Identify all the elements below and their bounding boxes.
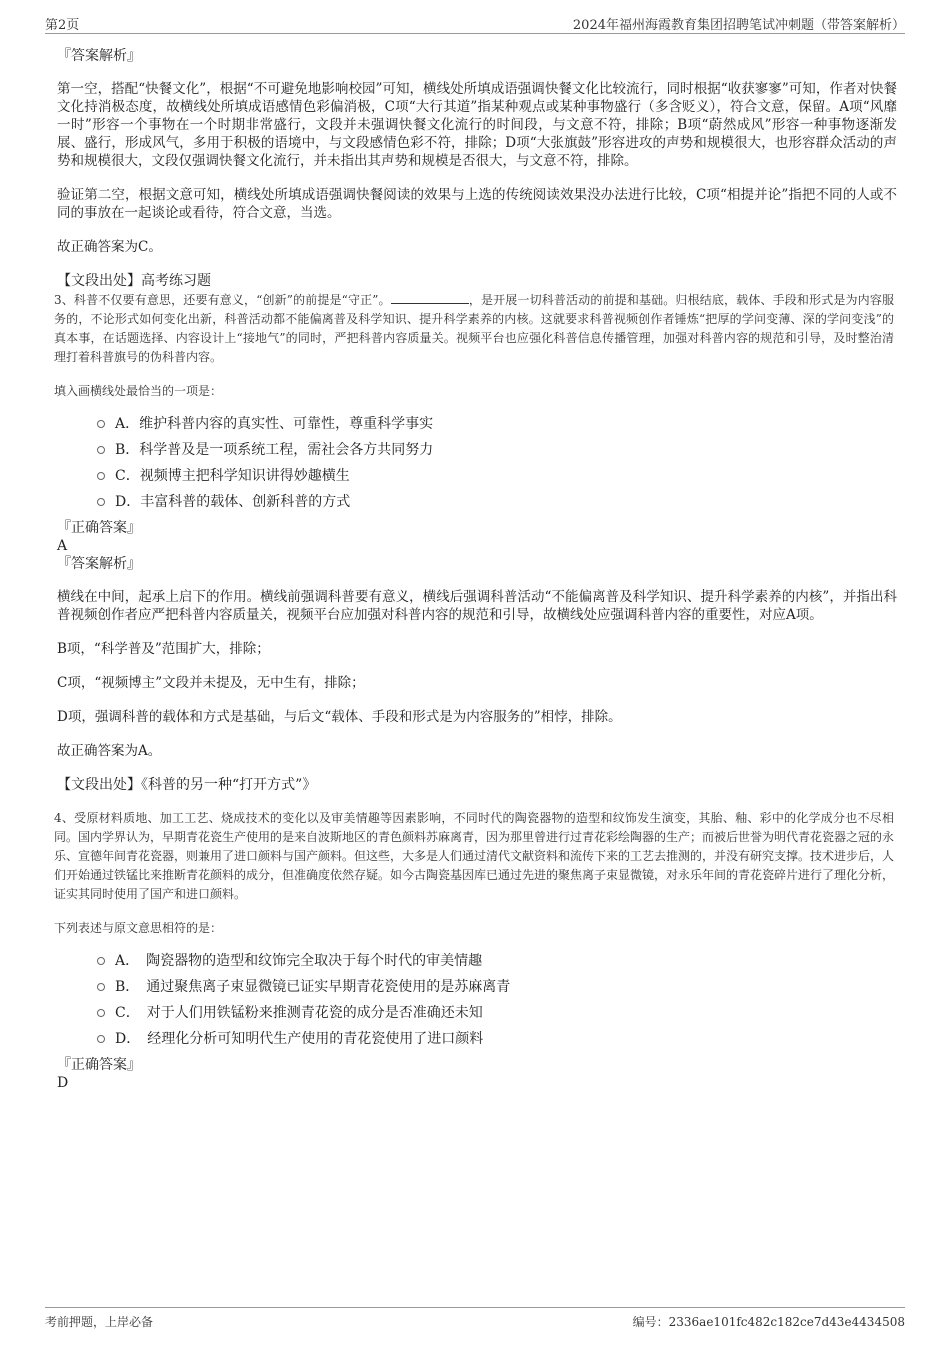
q4-prompt: 下列表述与原文意思相符的是： — [54, 921, 223, 935]
footer-slogan: 考前押题，上岸必备 — [45, 1315, 154, 1329]
q4-answer-label: 『正确答案』 — [57, 1057, 141, 1073]
q4-option-d-label: D． 经理化分析可知明代生产使用的青花瓷使用了进口颜料 — [115, 1031, 484, 1047]
q3-option-a[interactable] — [57, 411, 897, 437]
q3-analysis-label: 『答案解析』 — [57, 556, 141, 572]
q4-option-a-label: A． 陶瓷器物的造型和纹饰完全取决于每个时代的审美情趣 — [115, 953, 483, 969]
q3-analysis-paragraph-4: D项，强调科普的载体和方式是基础，与后文“载体、手段和形式是为内容服务的”相悖，排除。 — [57, 709, 622, 725]
q4-options — [57, 948, 897, 1052]
q4-option-b-label: B． 通过聚焦离子束显微镜已证实早期青花瓷使用的是苏麻离青 — [115, 979, 511, 995]
page-number: 第2页 — [45, 18, 80, 33]
radio-icon[interactable] — [97, 983, 105, 991]
document-title: 2024年福州海霞教育集团招聘笔试冲刺题（带答案解析） — [572, 18, 905, 33]
q3-options — [57, 411, 897, 515]
q4-option-d[interactable] — [57, 1026, 897, 1052]
footer-serial: 编号：2336ae101fc482c182ce7d43e4434508 — [632, 1315, 905, 1329]
radio-icon[interactable] — [97, 1035, 105, 1043]
q3-analysis-paragraph-3: C项，“视频博主”文段并未提及，无中生有，排除； — [57, 675, 365, 691]
radio-icon[interactable] — [97, 957, 105, 965]
q3-option-d[interactable] — [57, 489, 897, 515]
q3-blank — [391, 291, 469, 304]
q4-stem: 4、受原材料质地、加工工艺、烧成技术的变化以及审美情趣等因素影响，不同时代的陶瓷器物的造型和纹饰发生演变，其胎、釉、彩中的化学成分也不尽相同。国内学界认为，早期青花瓷生产使用的是来自波斯地区的青色颜料苏麻离青，因为那里曾进行过青花彩绘陶器的生产；而被后世誉为明代青花瓷器之冠的永乐、宣德年间青花瓷器，则兼用了进口颜料与国产颜料。但这些，大多是人们通过清代文献资料和流传下来的工艺去推测的，并没有研究支撑。技术进步后，人们开始通过铁锰比来推断青花颜料的成分，但准确度依然存疑。如今古陶瓷基因库已通过先进的聚焦离子束显微镜，对永乐年间的青花瓷碎片进行了理化分析，证实其同时使用了国产和进口颜料。 — [54, 811, 895, 901]
q3-source: 【文段出处】《科普的另一种“打开方式”》 — [57, 777, 317, 793]
page-header — [45, 13, 905, 34]
radio-icon[interactable] — [97, 498, 105, 506]
q3-answer: A — [57, 538, 68, 554]
q3-option-c[interactable] — [57, 463, 897, 489]
q4-option-b[interactable] — [57, 974, 897, 1000]
q4-option-a[interactable] — [57, 948, 897, 974]
radio-icon[interactable] — [97, 472, 105, 480]
q3-answer-label: 『正确答案』 — [57, 520, 141, 536]
q2-analysis-label: 『答案解析』 — [57, 48, 141, 64]
q3-option-b-label: B．科学普及是一项系统工程，需社会各方共同努力 — [115, 442, 434, 458]
q4-option-c[interactable] — [57, 1000, 897, 1026]
q3-option-d-label: D．丰富科普的载体、创新科普的方式 — [115, 494, 351, 510]
q2-analysis-paragraph-1: 第一空，搭配“快餐文化”，根据“不可避免地影响校园”可知，横线处所填成语强调快餐文化比较流行，同时根据“收获寥寥”可知，作者对快餐文化持消极态度，故横线处所填成语感情色彩偏消极，C项“大行其道”指某种观点或某种事物盛行（多含贬义），符合文意，保留。A项“风靡一时”形容一个事物在一个时期非常盛行，文段并未强调快餐文化流行的时间段，与文意不符，排除；B项“蔚然成风”形容一种事物逐渐发展、盛行，形成风气，多用于积极的语境中，与文段感情色彩不符，排除；D项“大张旗鼓”形容进攻的声势和规模很大，也形容群众活动的声势和规模很大，文段仅强调快餐文化流行，并未指出其声势和规模是否很大，与文意不符，排除。 — [57, 81, 897, 169]
page-footer — [45, 1307, 905, 1328]
q3-prompt: 填入画横线处最恰当的一项是： — [54, 384, 223, 398]
q2-source: 【文段出处】高考练习题 — [57, 273, 211, 289]
page-content — [54, 47, 897, 1092]
radio-icon[interactable] — [97, 420, 105, 428]
q3-analysis-paragraph-1: 横线在中间，起承上启下的作用。横线前强调科普要有意义，横线后强调科普活动“不能偏离普及科学知识、提升科学素养的内核”，并指出科普视频创作者应严把科普内容质量关，视频平台应加强对科普内容的规范和引导，故横线处应强调科普内容的重要性，对应A项。 — [57, 589, 897, 623]
q3-option-a-label: A．维护科普内容的真实性、可靠性，尊重科学事实 — [115, 416, 434, 432]
q3-stem-before: 3、科普不仅要有意思，还要有意义，“创新”的前提是“守正”。 — [54, 293, 391, 307]
q3-option-c-label: C．视频博主把科学知识讲得妙趣横生 — [115, 468, 350, 484]
q3-stem — [54, 291, 894, 367]
radio-icon[interactable] — [97, 446, 105, 454]
q3-conclusion: 故正确答案为A。 — [57, 743, 162, 759]
q4-option-c-label: C． 对于人们用铁锰粉来推测青花瓷的成分是否准确还未知 — [115, 1005, 483, 1021]
q2-conclusion: 故正确答案为C。 — [57, 239, 162, 255]
q3-stem-after: ，是开展一切科普活动的前提和基础。归根结底，载体、手段和形式是为内容服务的，不论形式如何变化出新，科普活动都不能偏离普及科学知识、提升科学素养的内核。这就要求科普视频创作者锤炼“把厚的学问变薄、深的学问变浅”的真本事，在话题选择、内容设计上“接地气”的同时，严把科普内容质量关。视频平台也应强化科普信息传播管理，加强对科普内容的规范和引导，及时整治清理打着科普旗号的伪科普内容。 — [54, 293, 894, 364]
q2-analysis-paragraph-2: 验证第二空，根据文意可知，横线处所填成语强调快餐阅读的效果与上选的传统阅读效果没办法进行比较，C项“相提并论”指把不同的人或不同的事放在一起谈论或看待，符合文意，当选。 — [57, 187, 897, 221]
q3-option-b[interactable] — [57, 437, 897, 463]
radio-icon[interactable] — [97, 1009, 105, 1017]
q3-analysis-paragraph-2: B项，“科学普及”范围扩大，排除； — [57, 641, 270, 657]
q4-answer: D — [57, 1075, 69, 1091]
